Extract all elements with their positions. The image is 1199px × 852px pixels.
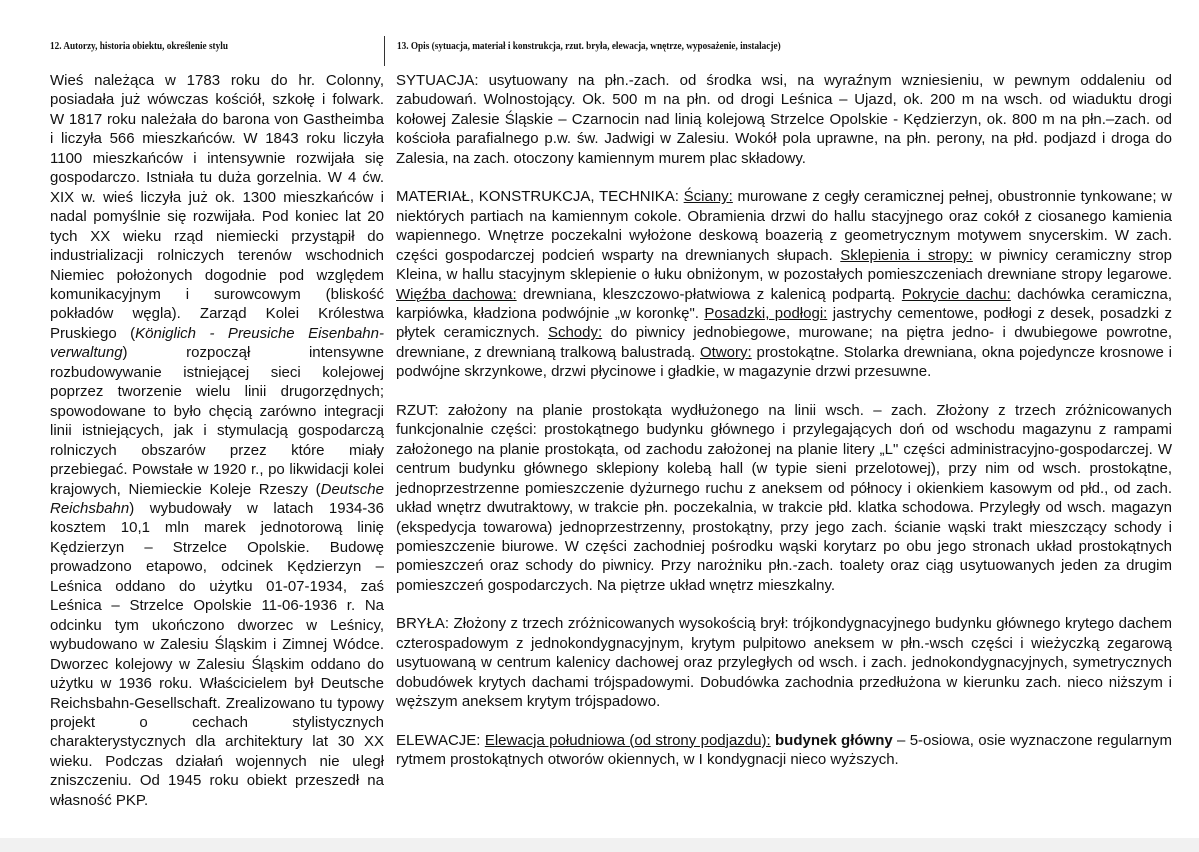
- text-run: drewniana, kleszczowo-płatwiowa z kalenicą podpartą.: [516, 285, 902, 303]
- subheading-underlined: Więźba dachowa:: [396, 285, 517, 303]
- subheading-underlined: Otwory:: [700, 343, 752, 361]
- text-run: MATERIAŁ, KONSTRUKCJA, TECHNIKA:: [396, 188, 684, 206]
- text-run: ) wybudowały w latach 1934-36 kosztem 10,1 mln marek jednotorową linię Kędzierzyn – Strzelce Opolskie. Budowę prowadzono etapowo, odcinek Kędzierzyn – Leśnica oddano do użytku 01-07-1934, zaś Leśnica – Strzelce Opolskie 11-06-1936 r. Na odcinku tym ukończono dworzec w Leśnicy, wybudowano w Zalesiu Śląskim i Zimnej Wódce. Dworzec kolejowy w Zalesiu Śląskim oddano do użytku w 1936 roku. Właścicielem był Deutsche Reichsbahn-Gesellschaft. Zrealizowano tu typowy projekt o cechach stylistycznych charakterystycznych dla architektury lat 30 XX wieku. Podczas działań wojennych nie uległ zniszczeniu. Od 1945 roku obiekt przeszedł na własność PKP.: [50, 499, 384, 809]
- paragraph: [396, 614, 1172, 711]
- section-13-header: 13. Opis (sytuacja, materiał i konstrukcja, rzut. bryła, elewacja, wnętrze, wyposażenie, instalacje): [397, 41, 781, 52]
- subheading-underlined: Elewacja południowa (od strony podjazdu):: [484, 731, 771, 749]
- text-run: ELEWACJE:: [396, 731, 485, 749]
- text-run: do piwnicy jednobiegowe, murowane; na piętra jedno- i dwubiegowe powrotne, drewniane, z drewnianą tralkową balustradą.: [396, 324, 1172, 361]
- description-column: [396, 71, 1172, 789]
- paragraph: [396, 187, 1172, 382]
- paragraph: [50, 71, 384, 810]
- subheading-underlined: Ściany:: [683, 188, 733, 206]
- text-run: jastrychy cementowe, podłogi z desek, posadzki z płytek ceramicznych.: [396, 304, 1172, 342]
- text-run: w piwnicy ceramiczny strop Kleina, w hallu stacyjnym sklepienie o łuku obniżonym, w pozostałych pomieszczeniach drewniane stropy legarowe.: [396, 246, 1172, 284]
- subheading-underlined: Sklepienia i stropy:: [840, 246, 973, 264]
- column-divider: [384, 36, 385, 66]
- text-run: dachówka ceramiczna, karpiówka, kładziona podwójnie „w koronkę".: [396, 285, 1172, 322]
- subheading-underlined: Posadzki, podłogi:: [704, 304, 828, 322]
- text-run: BRYŁA: Złożony z trzech zróżnicowanych wysokością brył: trójkondygnacyjnego budynku głównego krytego dachem czterospadowym z jednokondygnacyjnym, krytym pulpitowo aneksem w płn.-wsch części i wieżyczką zegarową usytuowaną w centrum kalenicy dachowej oraz przyległych od wsch. i zach. jednokondygnacyjnych, symetrycznych dobudówek krytych dachami trójspadowymi. Dobudówka zachodnia przedłużona w kierunku zach. nieco niższym i węższym aneksem krytym trójspadowo.: [396, 615, 1172, 711]
- section-12-header: 12. Autorzy, historia obiektu, określenie stylu: [50, 41, 228, 52]
- text-run: SYTUACJA: usytuowany na płn.-zach. od środka wsi, na wyraźnym wzniesieniu, w pewnym oddaleniu od zabudowań. Wolnostojący. Ok. 500 m na płn. od drogi Leśnica – Ujazd, ok. 200 m na wsch. od wiaduktu drogi kołowej Zalesie Śląskie – Czarnocin nad linią kolejową Strzelce Opolskie - Kędzierzyn, ok. 800 m na płn.–zach. od kościoła parafialnego p.w. św. Jadwigi w Zalesiu. Wokół pola uprawne, na płn. perony, na płd. podjazd i droga do Zalesia, na zach. otoczony kamiennym murem plac składowy.: [396, 72, 1172, 167]
- italic-term: Königlich - Preusiche Eisenbahn-verwaltung: [50, 324, 384, 362]
- subheading-underlined: Schody:: [547, 324, 603, 342]
- text-run: murowane z cegły ceramicznej pełnej, obustronnie tynkowane; w niektórych partiach na kamiennym cokole. Obramienia drzwi do hallu stacyjnego oraz cokół z ciosanego kamienia wapiennego. Wnętrze poczekalni wyłożone deskową boazerią z geometrycznym motywem snycerskim. W zach. części gospodarczej podcień wsparty na drewnianych słupach.: [396, 188, 1172, 264]
- paragraph: [396, 731, 1172, 770]
- text-run: – 5-osiowa, osie wyznaczone regularnym rytmem prostokątnych otworów okiennych, w I kondygnacji nieco wyższych.: [396, 731, 1173, 769]
- text-run: RZUT: założony na planie prostokąta wydłużonego na linii wsch. – zach. Złożony z trzech zróżnicowanych funkcjonalnie części: prostokątnego budynku głównego i przylegających doń od wschodu magazynu z rampami założonego na planie prostokąta, od zachodu założonej na planie litery „L" części administracyjno-gospodarczej. W centrum budynku głównego sklepiony kolebą hall (w typie sieni przelotowej), przy nim od wsch. prostokątne, jednoprzestrzenne pomieszczenie dyżurnego ruchu z aneksem od północy i okienkiem kasowym od płd., od zach. układ wnętrz dwutraktowy, w trakcie płn. poczekalnia, w trakcie płd. klatka schodowa. Przyległy od wsch. magazyn (ekspedycja towarowa) jednoprzestrzenny, prostokątny, przy jego zach. ścianie wąski trakt mieszczący schody i pomieszczenie biurowe. W części zachodniej pośrodku wąski korytarz po obu jego stronach układ prostokątnych pomieszczeń oraz schody do piwnicy. Przy narożniku płn.-zach. toalety oraz ciąg usytuowanych jeden za drugim pomieszczeń gospodarczych. Na piętrze układ wnętrz mieszkalny.: [396, 401, 1172, 594]
- text-run: prostokątne. Stolarka drewniana, okna pojedyncze krosnowe i podwójne skrzynkowe, drzwi płycinowe i gładkie, w magazynie drzwi przesuwne.: [396, 343, 1172, 381]
- history-column: [50, 71, 384, 829]
- text-run: ) rozpoczął intensywne rozbudowywanie istniejącej sieci kolejowej poprzez tworzenie wielu linii drugorzędnych; spowodowane to było chęcią zarówno integracji linii istniejących, jak i stymulacją gospodarczą rolniczych obszarów przez które miały przebiegać. Powstałe w 1920 r., po likwidacji kolei krajowych, Niemieckie Koleje Rzeszy (: [50, 344, 384, 498]
- italic-term: Deutsche Reichsbahn: [50, 480, 384, 517]
- scan-bottom-edge: [0, 838, 1199, 852]
- bold-term: budynek główny: [775, 731, 893, 749]
- paragraph: [396, 401, 1172, 596]
- text-run: Wieś należąca w 1783 roku do hr. Colonny, posiadała już wówczas kościół, szkołę i folwark. W 1817 roku należała do barona von Gastheimba i liczyła 566 mieszkańców. W 1843 roku liczyła 1100 mieszkańców i intensywnie rozwijała się gospodarczo. Istniała tu duża gorzelnia. W 4 ćw. XIX w. wieś liczyła już ok. 1300 mieszkańców i nadal pomyślnie się rozwijała. Pod koniec lat 20 tych XX wieku rząd niemiecki przystąpił do industrializacji rolniczych terenów wschodnich Niemiec położonych dogodnie pod względem komunikacyjnym i surowcowym (bliskość pokładów węgla). Zarząd Kolei Królestwa Pruskiego (: [50, 72, 384, 342]
- paragraph: [396, 71, 1172, 168]
- subheading-underlined: Pokrycie dachu:: [901, 285, 1011, 303]
